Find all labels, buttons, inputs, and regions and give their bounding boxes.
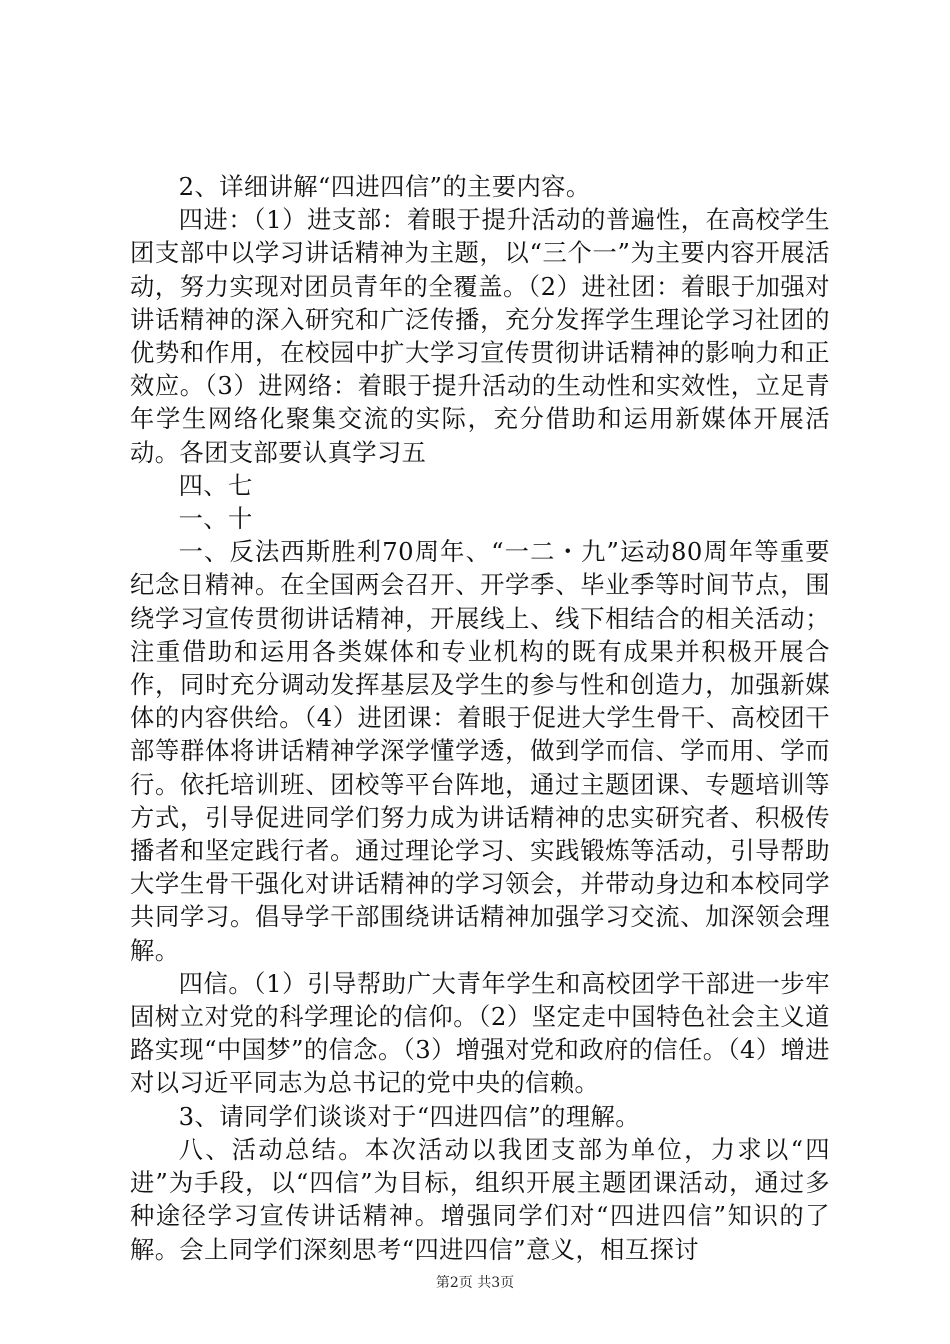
- paragraph-four-beliefs: 四信。（1）引导帮助广大青年学生和高校团学干部进一步牢固树立对党的科学理论的信仰。（2）坚定走中国特色社会主义道路实现“中国梦”的信念。（3）增强对党和政府的信任。（4）增进对以习近平同志为总书记的党中央的信赖。: [130, 968, 830, 1098]
- paragraph-anniversary: 一、反法西斯胜利70周年、“一二・九”运动80周年等重要纪念日精神。在全国两会召开、开学季、毕业季等时间节点，围绕学习宣传贯彻讲话精神，开展线上、线下相结合的相关活动；注重借助和运用各类媒体和专业机构的既有成果并积极开展合作，同时充分调动发挥基层及学生的参与性和创造力，加强新媒体的内容供给。（4）进团课：着眼于促进大学生骨干、高校团干部等群体将讲话精神学深学懂学透，做到学而信、学而用、学而行。依托培训班、团校等平台阵地，通过主题团课、专题培训等方式，引导促进同学们努力成为讲话精神的忠实研究者、积极传播者和坚定践行者。通过理论学习、实践锻炼等活动，引导帮助大学生骨干强化对讲话精神的学习领会，并带动身边和本校同学共同学习。倡导学干部围绕讲话精神加强学习交流、加深领会理解。: [130, 537, 830, 965]
- paragraph-fragment-4-7: 四、七: [178, 470, 253, 500]
- paragraph-summary: 八、活动总结。本次活动以我团支部为单位，力求以“四进”为手段，以“四信”为目标，组织开展主题团课活动，通过多种途径学习宣传讲话精神。增强同学们对“四进四信”知识的了解。会上同学们深刻思考“四进四信”意义，相互探讨: [130, 1134, 830, 1264]
- paragraph-heading-2: 2、详细讲解“四进四信”的主要内容。: [178, 172, 591, 201]
- paragraph-fragment-1-10: 一、十: [178, 504, 253, 534]
- page-number-footer: 第2页 共3页: [435, 1275, 515, 1291]
- document-body: [130, 170, 830, 1266]
- paragraph-four-advances: 四进：（1）进支部：着眼于提升活动的普遍性，在高校学生团支部中以学习讲话精神为主题，以“三个一”为主要内容开展活动，努力实现对团员青年的全覆盖。（2）进社团：着眼于加强对讲话精神的深入研究和广泛传播，充分发挥学生理论学习社团的优势和作用，在校园中扩大学习宣传贯彻讲话精神的影响力和正效应。（3）进网络：着眼于提升活动的生动性和实效性，立足青年学生网络化聚集交流的实际，充分借助和运用新媒体开展活动。各团支部要认真学习五: [130, 205, 830, 467]
- paragraph-heading-3: 3、请同学们谈谈对于“四进四信”的理解。: [178, 1101, 640, 1131]
